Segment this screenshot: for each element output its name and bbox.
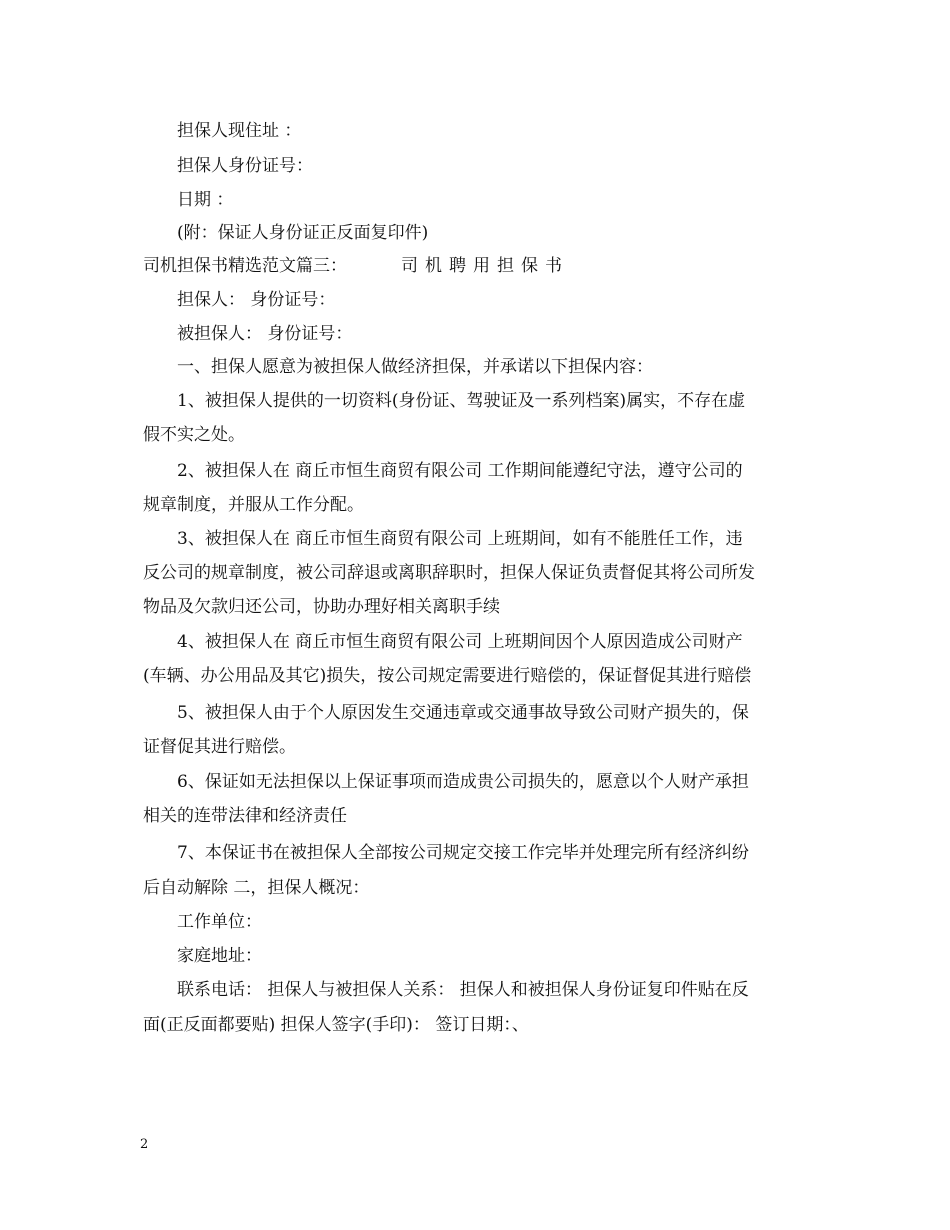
contact-info-line-2: 面(正反面都要贴) 担保人签字(手印)： 签订日期：、: [143, 1015, 529, 1035]
clause-4-line-1: 4、被担保人在 商丘市恒生商贸有限公司 上班期间因个人原因造成公司财产: [177, 632, 743, 652]
attachment-note: (附：保证人身份证正反面复印件): [177, 223, 429, 243]
clause-2-line-1: 2、被担保人在 商丘市恒生商贸有限公司 工作期间能遵纪守法，遵守公司的: [177, 461, 743, 481]
guarantee-commitment-line: 一、担保人愿意为被担保人做经济担保，并承诺以下担保内容：: [177, 357, 653, 377]
clause-7-line-2: 后自动解除 二，担保人概况：: [143, 878, 370, 898]
guaranteed-person-info-line: 被担保人： 身份证号：: [177, 324, 353, 344]
guarantor-address-line: 担保人现住址 ：: [177, 121, 302, 141]
clause-1-line-2: 假不实之处。: [143, 425, 245, 445]
date-line: 日期 ：: [177, 190, 234, 210]
home-address-line: 家庭地址：: [177, 946, 262, 966]
clause-4-line-2: (车辆、办公用品及其它)损失，按公司规定需要进行赔偿的，保证督促其进行赔偿: [143, 666, 752, 686]
clause-5-line-1: 5、被担保人由于个人原因发生交通违章或交通事故导致公司财产损失的，保: [177, 703, 749, 723]
clause-6-line-2: 相关的连带法律和经济责任: [143, 806, 347, 826]
clause-3-line-1: 3、被担保人在 商丘市恒生商贸有限公司 上班期间，如有不能胜任工作，违: [177, 529, 743, 549]
guarantor-id-line: 担保人身份证号：: [177, 156, 313, 176]
clause-5-line-2: 证督促其进行赔偿。: [143, 737, 296, 757]
clause-2-line-2: 规章制度，并服从工作分配。: [143, 495, 364, 515]
contact-info-line-1: 联系电话： 担保人与被担保人关系： 担保人和被担保人身份证复印件贴在反: [177, 980, 749, 1000]
work-unit-line: 工作单位：: [177, 912, 262, 932]
clause-1-line-1: 1、被担保人提供的一切资料(身份证、驾驶证及一系列档案)属实，不存在虚: [177, 391, 746, 411]
section-heading-title: 司机聘用担保书: [401, 256, 569, 276]
page-number: 2: [140, 1137, 149, 1152]
section-heading: [143, 255, 823, 277]
section-heading-prefix: 司机担保书精选范文篇三：: [143, 256, 347, 276]
clause-6-line-1: 6、保证如无法担保以上保证事项而造成贵公司损失的，愿意以个人财产承担: [177, 772, 749, 792]
guarantor-info-line: 担保人： 身份证号：: [177, 290, 336, 310]
clause-3-line-2: 反公司的规章制度，被公司辞退或离职辞职时，担保人保证负责督促其将公司所发: [143, 563, 755, 583]
clause-3-line-3: 物品及欠款归还公司，协助办理好相关离职手续: [143, 597, 500, 617]
clause-7-line-1: 7、本保证书在被担保人全部按公司规定交接工作完毕并处理完所有经济纠纷: [177, 843, 749, 863]
